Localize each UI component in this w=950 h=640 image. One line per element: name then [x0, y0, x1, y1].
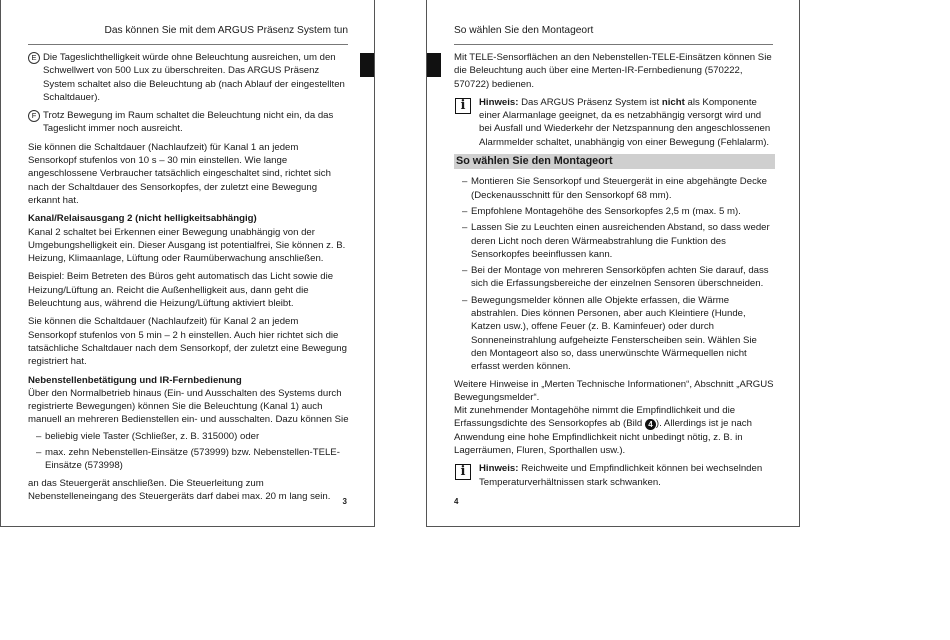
- info-icon: i: [455, 464, 471, 480]
- list-item: – Empfohlene Montagehöhe des Sensorkopfes 2,5 m (max. 5 m).: [454, 205, 775, 218]
- lettered-item-f: [28, 109, 349, 136]
- note-label: Hinweis:: [479, 463, 519, 475]
- info-icon: i: [455, 98, 471, 114]
- list-item: – Montieren Sie Sensorkopf und Steuergerät in eine abgehängte Decke (Deckenausschnitt für den Sensorkopf 68 mm).: [454, 175, 775, 202]
- thumb-tab-marker: [427, 53, 441, 77]
- page-header: So wählen Sie den Montageort: [454, 25, 594, 36]
- paragraph: Über den Normalbetrieb hinaus (Ein- und Ausschalten des Systems durch registrierte Bewegungen) können Sie die Beleuchtung (Kanal 1) auch manuell an mehreren Bedienstellen ein- und ausschalten. Dazu können Sie: [28, 387, 349, 426]
- dash-list: [28, 430, 349, 473]
- note-box: [454, 96, 775, 149]
- page-3: [0, 0, 375, 527]
- paragraph: Mit TELE-Sensorflächen an den Nebenstellen-TELE-Einsätzen können Sie die Beleuchtung auch über eine Merten-IR-Fernbedienung (570222, 570722) bedienen.: [454, 52, 772, 90]
- subheading: Kanal/Relaisausgang 2 (nicht helligkeitsabhängig): [28, 213, 257, 225]
- letter-badge: F: [28, 110, 40, 122]
- paragraph: Kanal 2 schaltet bei Erkennen einer Bewegung unabhängig von der Umgebungshelligkeit ein. Dieser Ausgang ist potentialfrei, Sie können z. B. Heizung, Klimaanlage, Lüftung oder Raumüberwachung anschließen.: [28, 226, 346, 265]
- letter-badge: E: [28, 52, 40, 64]
- page-header: Das können Sie mit dem ARGUS Präsenz System tun: [104, 25, 348, 36]
- note-label: Hinweis:: [479, 96, 519, 108]
- list-item: – Lassen Sie zu Leuchten einen ausreichenden Abstand, so dass weder deren Licht noch deren Wärmeabstrahlung die Funktion des Sensorkopfes beeinflussen kann.: [454, 221, 775, 261]
- paragraph-text: Mit zunehmender Montagehöhe nimmt die Empfindlichkeit und die Erfassungsdichte des Sensorkopfes ab (Bild: [454, 405, 736, 430]
- paragraph-text: ). Allerdings ist je nach Anwendung eine hohe Empfindlichkeit nicht unbedingt nötig, z. B. in Lagerräumen, Fluren, Sporthallen usw.).: [454, 418, 752, 457]
- paragraph: Beispiel: Beim Betreten des Büros geht automatisch das Licht sowie die Heizung/Lüftung an. Reicht die Außenhelligkeit aus, dann geht die Beleuchtung aus, während die Heizung/Lüftung aktiviert bleibt.: [28, 271, 334, 310]
- lettered-item-text: Trotz Bewegung im Raum schaltet die Beleuchtung nicht ein, da das Tageslicht immer noch ausreicht.: [43, 110, 334, 135]
- lettered-item-text: Die Tageslichthelligkeit würde ohne Beleuchtung ausreichen, um den Schwellwert von 500 Lux zu überschreiten. Das ARGUS Präsenz System schaltet also die Beleuchtung ab (nach Ablauf der eingestellten Schaltdauer).: [43, 52, 345, 103]
- page-number: 4: [454, 497, 459, 506]
- note-text: Das ARGUS Präsenz System ist: [521, 96, 660, 108]
- note-box: [454, 462, 775, 489]
- paragraph: [454, 404, 775, 457]
- page-number: 3: [342, 497, 347, 506]
- list-item: – Bei der Montage von mehreren Sensorköpfen achten Sie darauf, dass sich die Erfassungsbereiche der einzelnen Sensoren überschneiden.: [454, 264, 775, 291]
- header-rule: [28, 44, 348, 45]
- paragraph: Sie können die Schaltdauer (Nachlaufzeit) für Kanal 1 an jedem Sensorkopf stufenlos von 10 s – 30 min einstellen. Wie lange angeschlossene Verbraucher tatsächlich eingeschaltet sind, richtet sich nach der Schaltdauer des Sensorkopfes, der zuletzt eine Bewegung erkannt hat.: [28, 141, 331, 206]
- list-item: – beliebig viele Taster (Schließer, z. B. 315000) oder: [28, 430, 349, 443]
- page-4: [426, 0, 800, 527]
- dash-list: [454, 175, 775, 373]
- page-body: [28, 51, 349, 508]
- lettered-item-e: [28, 51, 349, 104]
- figure-ref-badge: 4: [645, 419, 656, 430]
- note-text: Reichweite und Empfindlichkeit können bei wechselnden Temperaturverhältnissen stark schwanken.: [479, 463, 763, 488]
- list-item: – Bewegungsmelder können alle Objekte erfassen, die Wärme abstrahlen. Dies können Personen, aber auch Kleintiere (Hunde, Katzen usw.), offene Feuer (z. B. Kaminfeuer) oder durch Sonneneinstrahlung aufgeheizte Fensterscheiben sein. Wählen Sie den Montageort also so, dass unerwünschte Wärmequellen nicht erfasst werden können.: [454, 294, 775, 374]
- subheading: Nebenstellenbetätigung und IR-Fernbedienung: [28, 374, 242, 386]
- note-emphasis: nicht: [661, 96, 685, 108]
- header-rule: [454, 44, 773, 45]
- paragraph: Weitere Hinweise in „Merten Technische Informationen“, Abschnitt „ARGUS Bewegungsmelder“.: [454, 378, 774, 403]
- paragraph: Sie können die Schaltdauer (Nachlaufzeit) für Kanal 2 an jedem Sensorkopf stufenlos von 5 min – 2 h einstellen. Auch hier richtet sich die tatsächliche Schaltdauer nach dem Sensorkopf, der zuletzt eine Bewegung registriert hat.: [28, 316, 347, 368]
- page-body: [454, 51, 775, 494]
- section-title: So wählen Sie den Montageort: [454, 154, 775, 169]
- note-text: als Komponente einer Alarmanlage geeignet, da es netzabhängig versorgt wird und bei Ausfall und Wiederkehr der Netzspannung den angeschlossenen Alarmmelder schaltet, unabhängig von einer Bewegung (Fehlalarm).: [479, 96, 771, 148]
- list-item: – max. zehn Nebenstellen-Einsätze (573999) bzw. Nebenstellen-TELE-Einsätze (573998): [28, 446, 349, 473]
- thumb-tab-marker: [360, 53, 374, 77]
- paragraph: an das Steuergerät anschließen. Die Steuerleitung zum Nebenstelleneingang des Steuergeräts darf dabei max. 20 m lang sein.: [28, 477, 331, 502]
